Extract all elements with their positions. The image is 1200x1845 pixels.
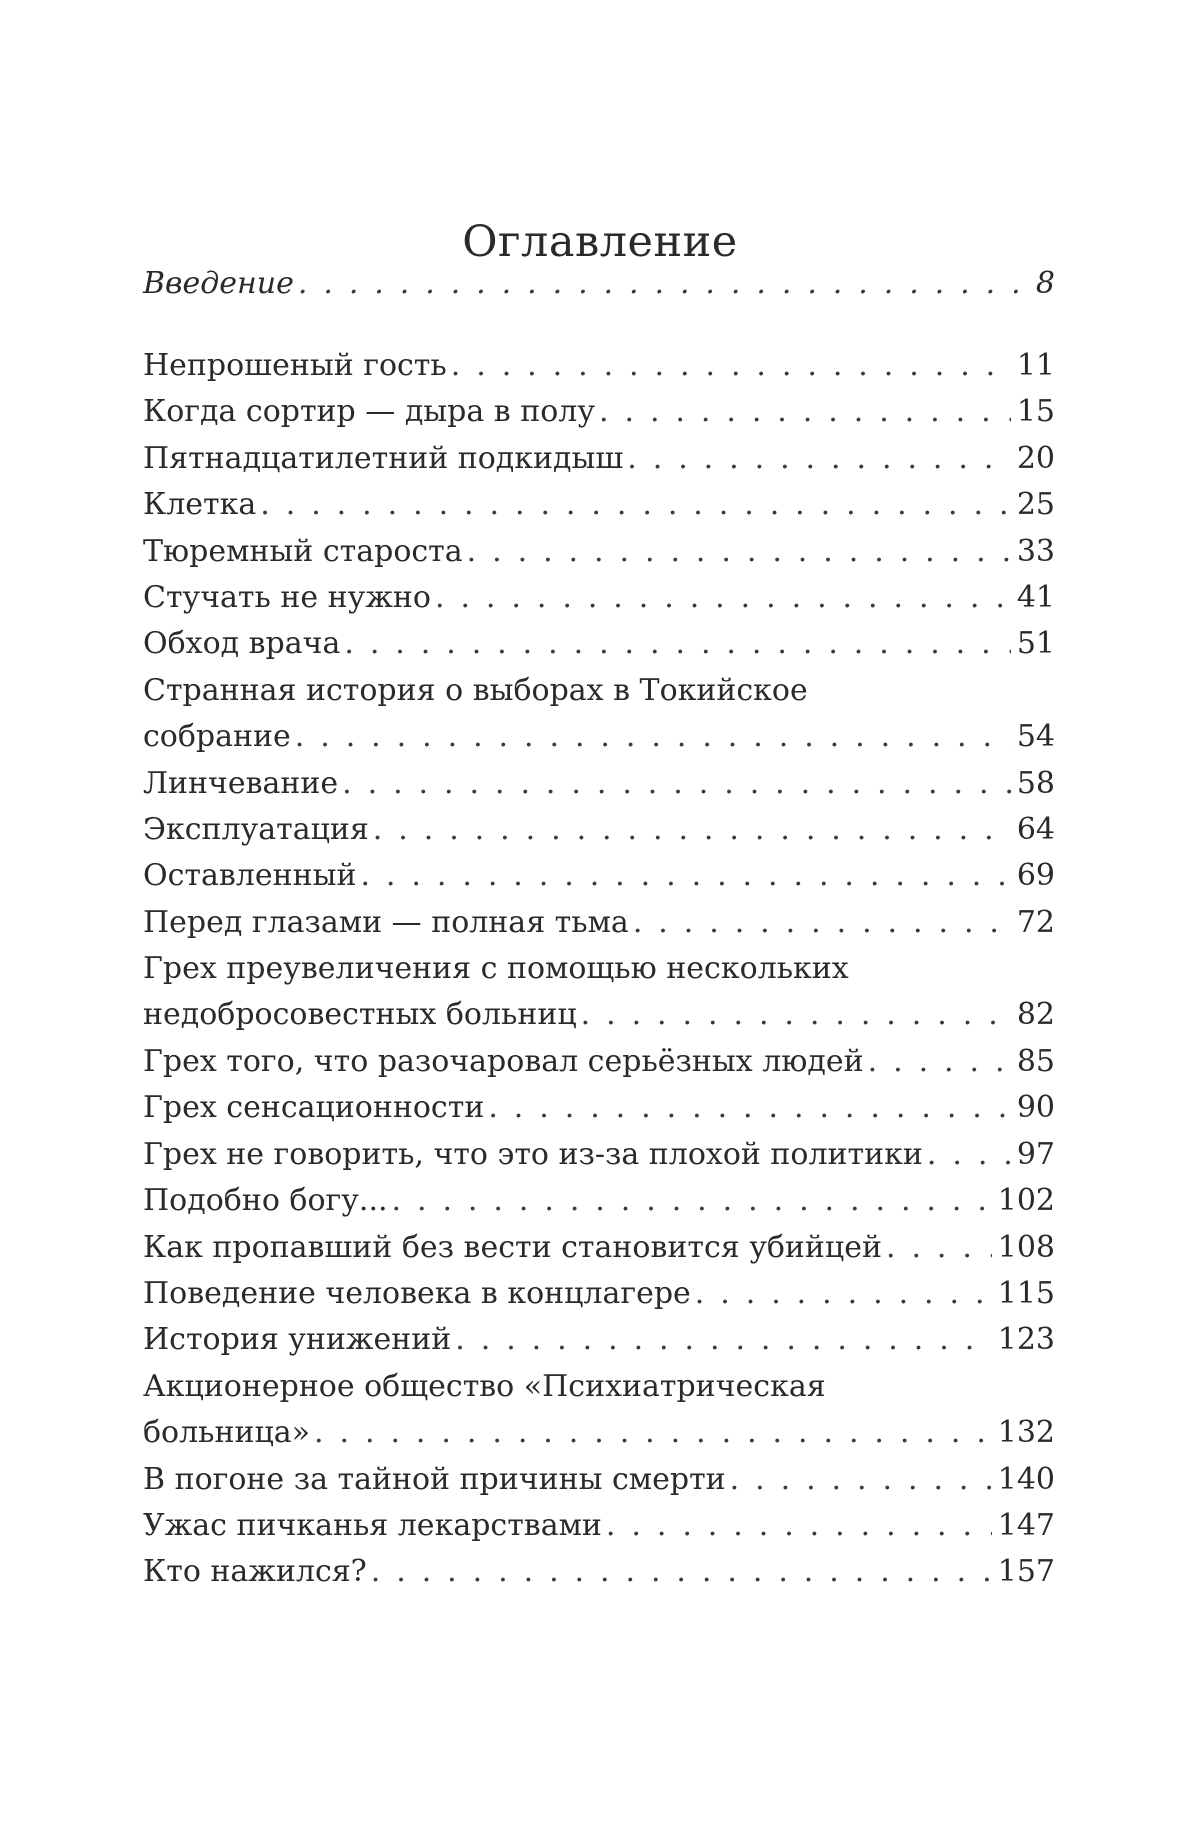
toc-entry-title: Линчевание [143, 766, 339, 801]
toc-page-number: 90 [1016, 1090, 1055, 1125]
toc-entry-title: собрание [143, 719, 291, 754]
dot-leader [695, 1271, 992, 1317]
dot-leader [373, 807, 1011, 853]
toc-entry[interactable] [143, 436, 1055, 482]
toc-entry-line [143, 1085, 1055, 1131]
toc-entry-introduction[interactable] [143, 261, 1055, 307]
toc-entry[interactable] [143, 946, 1055, 1038]
toc-entry-title: больница» [143, 1415, 311, 1450]
toc-entry-title: Обход врача [143, 626, 341, 661]
toc-entry-line [143, 1317, 1055, 1363]
toc-entry-line [143, 1039, 1055, 1085]
toc-entry-title: Когда сортир — дыра в полу [143, 394, 595, 429]
dot-leader [342, 761, 1011, 807]
toc-entry-line [143, 714, 1055, 760]
toc-entry[interactable] [143, 900, 1055, 946]
toc-entry[interactable] [143, 1225, 1055, 1271]
toc-entry[interactable] [143, 853, 1055, 899]
toc-entry[interactable] [143, 1039, 1055, 1085]
toc-page-number: 41 [1016, 580, 1055, 615]
toc-entry-title: Клетка [143, 487, 257, 522]
dot-leader [344, 621, 1010, 667]
toc-entry-line [143, 343, 1055, 389]
toc-entry[interactable] [143, 1549, 1055, 1595]
toc-entry[interactable] [143, 529, 1055, 575]
toc-entry-title: Грех не говорить, что это из-за плохой политики [143, 1137, 923, 1172]
toc-entry-line [143, 1225, 1055, 1271]
toc-page-number: 33 [1016, 534, 1055, 569]
toc-entry-line [143, 1132, 1055, 1178]
toc-page-number: 64 [1016, 812, 1055, 847]
toc-entry[interactable] [143, 1364, 1055, 1456]
toc-entry-title: Странная история о выборах в Токийское [143, 673, 808, 708]
toc-entry[interactable] [143, 621, 1055, 667]
dot-leader [435, 575, 1011, 621]
toc-entry[interactable] [143, 807, 1055, 853]
toc-entry[interactable] [143, 1271, 1055, 1317]
toc-entry-line [143, 436, 1055, 482]
toc-entry-title: недобросовестных больниц [143, 997, 577, 1032]
toc-entry-line [143, 1549, 1055, 1595]
toc-entry-title: Грех того, что разочаровал серьёзных людей [143, 1044, 864, 1079]
toc-entry-line [143, 853, 1055, 899]
toc-entry-title: Акционерное общество «Психиатрическая [143, 1369, 826, 1404]
dot-leader [886, 1225, 992, 1271]
toc-page-number: 97 [1016, 1137, 1055, 1172]
dot-leader [627, 436, 1011, 482]
dot-leader [581, 992, 1011, 1038]
toc-page-number: 115 [997, 1276, 1055, 1311]
toc-page-number: 54 [1016, 719, 1055, 754]
dot-leader [455, 1317, 991, 1363]
dot-leader [633, 900, 1011, 946]
toc-page-number: 82 [1016, 997, 1055, 1032]
toc-page-number: 123 [997, 1322, 1055, 1357]
dot-leader [260, 482, 1011, 528]
dot-leader [606, 1503, 992, 1549]
toc-page-number: 147 [997, 1508, 1055, 1543]
toc-entry-title: История унижений [143, 1322, 452, 1357]
toc-entry[interactable] [143, 389, 1055, 435]
toc-entry-line [143, 575, 1055, 621]
toc-entry-line [143, 261, 1055, 307]
toc-page-number: 108 [997, 1230, 1055, 1265]
toc-entry-line [143, 529, 1055, 575]
dot-leader [371, 1549, 992, 1595]
toc-entry-title: Грех сенсационности [143, 1090, 485, 1125]
dot-leader [360, 853, 1010, 899]
toc-entry[interactable] [143, 1503, 1055, 1549]
toc-entry[interactable] [143, 1178, 1055, 1224]
toc-entry-line [143, 621, 1055, 667]
toc-entry-title: Подобно богу... [143, 1183, 388, 1218]
toc-entry-line [143, 1410, 1055, 1456]
toc-entry-line [143, 389, 1055, 435]
dot-leader [392, 1178, 992, 1224]
toc-entry-title: Кто нажился? [143, 1554, 367, 1589]
toc-entry[interactable] [143, 1457, 1055, 1503]
dot-leader [730, 1457, 992, 1503]
dot-leader [467, 529, 1011, 575]
dot-leader [451, 343, 1011, 389]
toc-page-number: 69 [1016, 858, 1055, 893]
toc-entry-line [143, 1457, 1055, 1503]
toc-entry-title: Непрошеный гость [143, 348, 447, 383]
toc-entry[interactable] [143, 761, 1055, 807]
toc-entry-title: Пятнадцатилетний подкидыш [143, 441, 624, 476]
toc-entry-title: Тюремный староста [143, 534, 463, 569]
toc-entry[interactable] [143, 1132, 1055, 1178]
toc-entry-line [143, 1271, 1055, 1317]
toc-entry[interactable] [143, 343, 1055, 389]
toc-entry-line [143, 1503, 1055, 1549]
toc-page-number: 20 [1016, 441, 1055, 476]
toc-entry-title: Ужас пичканья лекарствами [143, 1508, 602, 1543]
toc-entry-title: Эксплуатация [143, 812, 369, 847]
toc-entry-line [143, 900, 1055, 946]
toc-page-number: 51 [1016, 626, 1055, 661]
dot-leader [314, 1410, 992, 1456]
toc-entry[interactable] [143, 482, 1055, 528]
toc-page-number: 15 [1016, 394, 1055, 429]
toc-page-number: 11 [1016, 348, 1055, 383]
dot-leader [488, 1085, 1011, 1131]
toc-page-number: 72 [1016, 905, 1055, 940]
toc-entry-title: Как пропавший без вести становится убийцей [143, 1230, 882, 1265]
toc-entry-line [143, 761, 1055, 807]
toc-page-number: 132 [997, 1415, 1055, 1450]
toc-entry-line [143, 807, 1055, 853]
toc-entry-title: Стучать не нужно [143, 580, 431, 615]
toc-page-number: 8 [1035, 266, 1055, 301]
toc-entry-title: Грех преувеличения с помощью нескольких [143, 951, 849, 986]
toc-page-number: 102 [997, 1183, 1055, 1218]
toc-entry[interactable] [143, 668, 1055, 760]
toc-entry-line [143, 992, 1055, 1038]
toc-page-number: 58 [1016, 766, 1055, 801]
toc-entry-line [143, 1178, 1055, 1224]
toc-entry-title: Введение [143, 266, 294, 301]
toc-entry[interactable] [143, 575, 1055, 621]
page-title: Оглавление [462, 217, 738, 267]
toc-entry-title: В погоне за тайной причины смерти [143, 1462, 726, 1497]
dot-leader [298, 261, 1030, 307]
toc-entry-title: Поведение человека в концлагере [143, 1276, 691, 1311]
toc-entry[interactable] [143, 1317, 1055, 1363]
toc-entry-title: Оставленный [143, 858, 357, 893]
toc-entry[interactable] [143, 1085, 1055, 1131]
toc-page-number: 140 [997, 1462, 1055, 1497]
toc-page-number: 157 [997, 1554, 1055, 1589]
toc-entry-title: Перед глазами — полная тьма [143, 905, 629, 940]
dot-leader [599, 389, 1011, 435]
dot-leader [295, 714, 1011, 760]
toc-page-number: 25 [1016, 487, 1055, 522]
dot-leader [927, 1132, 1011, 1178]
dot-leader [868, 1039, 1011, 1085]
toc-entry-line [143, 482, 1055, 528]
toc-page-number: 85 [1016, 1044, 1055, 1079]
